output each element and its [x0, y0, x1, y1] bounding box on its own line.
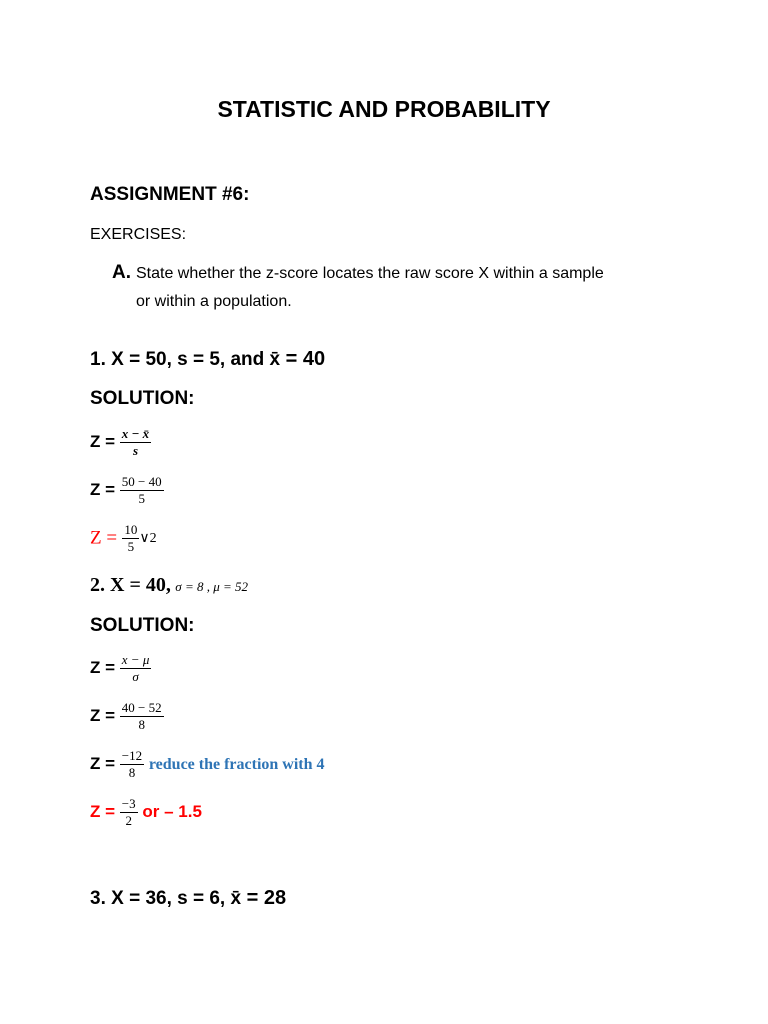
problem1-heading-suffix: = 40	[280, 348, 326, 370]
problem1-formula	[90, 426, 151, 459]
fraction-denominator: 5	[127, 539, 135, 554]
problem2-heading-params: σ = 8 , μ = 52	[175, 579, 249, 594]
problem2-simplify-label: Z =	[90, 753, 116, 773]
problem2-simplify-fraction	[120, 748, 144, 781]
problem2-formula-label: Z =	[90, 657, 116, 677]
fraction-numerator: −3	[121, 796, 136, 811]
fraction-numerator: x − x̄	[121, 426, 150, 441]
fraction-denominator: σ	[132, 669, 139, 684]
problem1-heading	[90, 348, 325, 371]
problem1-substitution-fraction	[120, 474, 164, 507]
problem2-substitution-fraction	[120, 700, 164, 733]
problem1-heading-prefix: 1. X = 50, s = 5, and	[90, 349, 270, 370]
section-a-instruction-line2: or within a population.	[136, 293, 292, 310]
assignment-heading: ASSIGNMENT #6:	[90, 184, 250, 205]
problem1-answer-fraction	[122, 522, 139, 555]
problem3-xbar: x̄	[230, 888, 242, 909]
problem1-substitution-label: Z =	[90, 479, 116, 499]
problem1-formula-label: Z =	[90, 431, 116, 451]
fraction-denominator: 2	[125, 813, 132, 828]
problem2-simplify	[90, 748, 325, 781]
fraction-denominator: 5	[138, 491, 145, 506]
page-title: STATISTIC AND PROBABILITY	[217, 96, 551, 122]
fraction-numerator: x − μ	[121, 652, 150, 667]
fraction-denominator: s	[132, 443, 138, 458]
exercises-label: EXERCISES:	[90, 226, 187, 243]
problem2-answer-fraction	[120, 796, 138, 829]
problem1-xbar: x̄	[269, 349, 281, 370]
problem2-heading	[90, 574, 248, 597]
problem2-formula	[90, 652, 151, 685]
problem2-reduce-note: reduce the fraction with 4	[148, 755, 325, 773]
problem1-substitution	[90, 474, 164, 507]
fraction-numerator: −12	[121, 748, 143, 763]
problem2-answer-label: Z =	[90, 801, 116, 821]
problem1-formula-fraction	[120, 426, 151, 459]
section-a-instruction-line1: State whether the z-score locates the raw score X within a sample	[136, 265, 604, 282]
problem1-answer	[90, 522, 157, 555]
problem2-heading-main: 2. X = 40,	[90, 574, 171, 596]
fraction-denominator: 8	[138, 717, 145, 732]
problem1-answer-tail: ∨2	[139, 531, 157, 546]
problem3-heading-prefix: 3. X = 36, s = 6,	[90, 888, 231, 909]
problem1-solution-label: SOLUTION:	[90, 388, 195, 409]
section-a-letter: A.	[112, 262, 131, 283]
problem1-answer-label: Z =	[90, 527, 118, 549]
problem3-heading	[90, 887, 286, 910]
problem2-substitution	[90, 700, 164, 733]
fraction-denominator: 8	[128, 765, 136, 780]
fraction-numerator: 50 − 40	[121, 474, 162, 489]
problem2-answer	[90, 796, 202, 829]
problem2-solution-label: SOLUTION:	[90, 615, 195, 636]
problem3-heading-suffix: = 28	[241, 887, 287, 909]
fraction-numerator: 10	[124, 522, 138, 537]
problem2-answer-tail: or – 1.5	[142, 801, 202, 821]
fraction-numerator: 40 − 52	[121, 700, 162, 715]
problem2-formula-fraction	[120, 652, 152, 685]
problem2-substitution-label: Z =	[90, 705, 116, 725]
